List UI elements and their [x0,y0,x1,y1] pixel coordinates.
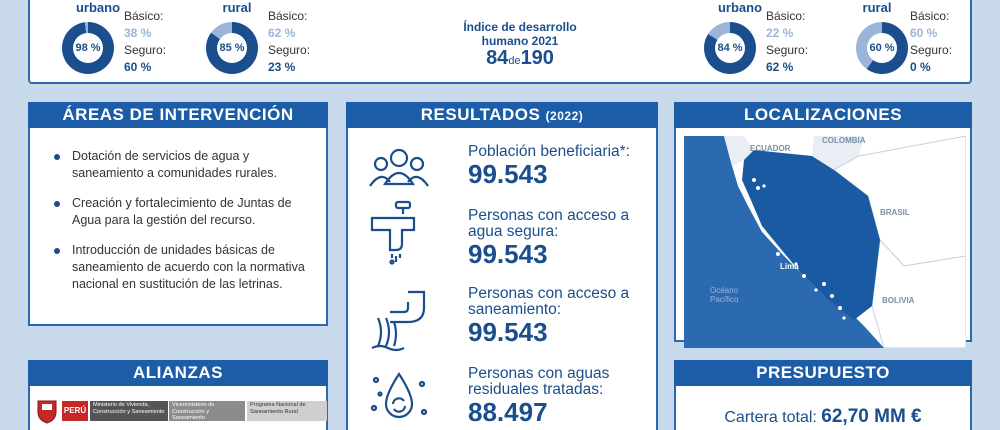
stat-breakdown-rural-water [268,8,310,76]
list-item: Introducción de unidades básicas de saneamiento de acuerdo con la normativa nacional en sustitución de las letrinas. [50,242,310,293]
donut-value: 85 % [217,33,247,63]
map-label-lima: Lima [780,262,799,271]
coverage-donut-urban-sanitation [704,22,756,74]
ministry-label: Ministerio de Vivienda, Construcción y Saneamiento [90,401,168,421]
result-value: 99.543 [468,159,548,189]
budget-value: 62,70 MM € [821,406,922,427]
result-beneficiaries [468,144,658,188]
peru-map [684,136,966,348]
alliances-title: ALIANZAS [28,360,328,386]
locations-panel [674,102,972,342]
safe-label: Seguro: [124,43,167,57]
peru-label: PERÚ [62,401,88,421]
coverage-donut-urban-water [62,22,114,74]
results-title: RESULTADOS (2022) [346,102,658,128]
map-label-ecuador: ECUADOR [750,144,791,153]
basic-label: Básico: [910,9,950,23]
result-label: Personas con acceso a agua segura: [468,207,630,240]
donut-value: 98 % [73,33,103,63]
basic-value: 22 % [766,26,794,40]
budget-label: Cartera total: [724,409,817,426]
map-label-ocean: Océano Pacífico [710,286,739,304]
vice-ministry-label: Viceministerio de Construcción y Saneamiento [169,401,245,421]
idh-rank: 84de190 [486,47,554,69]
stat-breakdown-urban-sanitation [766,8,808,76]
stat-title-urban-water: urbano [75,0,121,15]
result-value: 99.543 [468,239,548,269]
result-label: Personas con acceso a saneamiento: [468,285,630,318]
stat-breakdown-rural-sanitation [910,8,952,76]
list-item: Dotación de servicios de agua y saneamiento a comunidades rurales. [50,148,310,182]
map-label-bolivia: BOLIVIA [882,296,915,305]
budget-total [676,406,970,428]
alliances-panel [28,360,328,430]
safe-label: Seguro: [766,43,809,57]
safe-label: Seguro: [268,43,311,57]
results-panel [346,102,658,430]
intervention-areas-title: ÁREAS DE INTERVENCIÓN [28,102,328,128]
result-safe-water [468,208,658,268]
peru-shield-icon [36,398,58,424]
list-item: Creación y fortalecimiento de Juntas de Agua para la gestión del recurso. [50,195,310,229]
basic-label: Básico: [268,9,308,23]
pipe-water-icon [368,288,430,354]
basic-label: Básico: [766,9,806,23]
human-development-index [440,20,600,68]
budget-title: PRESUPUESTO [674,360,972,386]
safe-value: 60 % [124,60,152,74]
stat-breakdown-urban-water [124,8,166,76]
safe-value: 23 % [268,60,296,74]
donut-value: 60 % [867,33,897,63]
stat-title-urban-sanitation: urbano [717,0,763,15]
safe-value: 62 % [766,60,794,74]
budget-panel [674,360,972,430]
result-value: 88.497 [468,397,548,427]
basic-value: 60 % [910,26,938,40]
people-icon [368,144,430,196]
safe-value: 0 % [910,60,931,74]
result-wastewater [468,366,658,426]
basic-value: 62 % [268,26,296,40]
map-label-brasil: BRASIL [880,208,910,217]
locations-title: LOCALIZACIONES [674,102,972,128]
water-tap-icon [368,200,430,266]
stat-title-rural-water: rural [222,0,252,15]
result-value: 99.543 [468,317,548,347]
stat-title-rural-sanitation: rural [862,0,892,15]
coverage-donut-rural-water [206,22,258,74]
result-label: Población beneficiaria*: [468,143,630,160]
coverage-donut-rural-sanitation [856,22,908,74]
basic-value: 38 % [124,26,152,40]
result-label: Personas con aguas residuales tratadas: [468,365,610,398]
intervention-areas-list [50,148,310,306]
intervention-areas-panel [28,102,328,326]
coverage-summary-card [28,0,972,84]
map-shapes [684,136,966,348]
water-drop-recycle-icon [368,368,430,430]
ministry-logo [36,398,326,424]
safe-label: Seguro: [910,43,953,57]
idh-label: Índice de desarrollo humano 2021 [463,20,577,48]
donut-value: 84 % [715,33,745,63]
result-sanitation [468,286,658,346]
program-label: Programa Nacional de Saneamiento Rural [247,401,327,421]
basic-label: Básico: [124,9,164,23]
map-label-colombia: COLOMBIA [822,136,866,145]
